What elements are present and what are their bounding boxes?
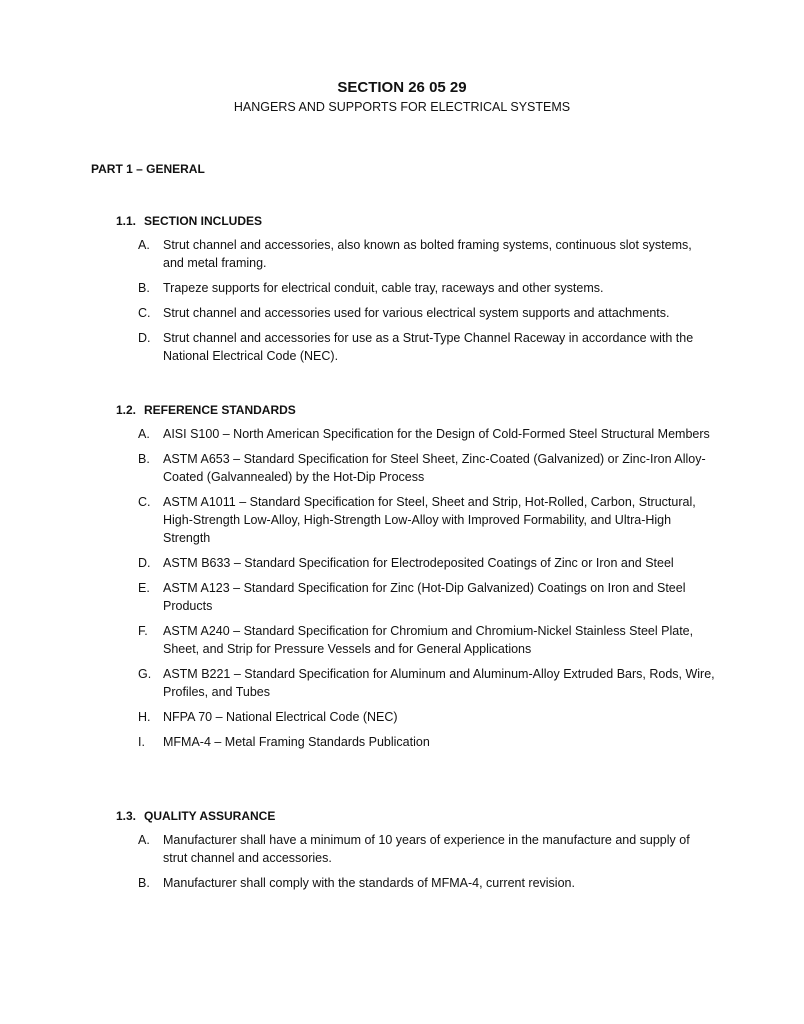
item-letter: C. [138,495,151,509]
item-letter: B. [138,876,150,890]
list-item [116,708,716,726]
list-item [116,304,716,322]
item-letter: G. [138,667,152,681]
item-letter: D. [138,556,151,570]
item-text: ASTM B221 – Standard Specification for Aluminum and Aluminum-Alloy Extruded Bars, Rods, Wire, Profiles, and Tubes [163,667,715,699]
item-letter: B. [138,452,150,466]
section-item-list [116,831,716,892]
list-item [116,493,716,547]
list-item [116,425,716,443]
item-letter: A. [138,427,150,441]
item-letter: C. [138,306,151,320]
item-letter: E. [138,581,150,595]
item-text: Strut channel and accessories used for various electrical system supports and attachments. [163,306,670,320]
list-item [116,236,716,272]
section-heading [116,212,716,230]
section-number: 1.2. [116,403,137,417]
item-letter: A. [138,833,150,847]
list-item [116,622,716,658]
section-subtitle: HANGERS AND SUPPORTS FOR ELECTRICAL SYSTEMS [233,100,571,114]
item-text: MFMA-4 – Metal Framing Standards Publication [163,735,430,749]
list-item [116,329,716,365]
item-letter: B. [138,281,150,295]
item-text: ASTM B633 – Standard Specification for Electrodeposited Coatings of Zinc or Iron and Steel [163,556,674,570]
item-letter: F. [138,624,148,638]
list-item [116,279,716,297]
item-text: ASTM A1011 – Standard Specification for Steel, Sheet and Strip, Hot-Rolled, Carbon, Structural, High-Strength Low-Alloy, High-Strength Low-Alloy with Improved Formability, and Ultra-High Strength [163,495,696,545]
list-item [116,579,716,615]
part-heading: PART 1 – GENERAL [91,162,205,176]
section-number: 1.1. [116,214,137,228]
item-text: Strut channel and accessories for use as a Strut-Type Channel Raceway in accordance with the National Electrical Code (NEC). [163,331,694,363]
list-item [116,554,716,572]
item-text: Manufacturer shall comply with the standards of MFMA-4, current revision. [163,876,575,890]
section-heading-text: QUALITY ASSURANCE [144,809,276,823]
item-letter: I. [138,735,145,749]
item-text: Manufacturer shall have a minimum of 10 years of experience in the manufacture and supply of strut channel and accessories. [163,833,690,865]
item-text: Trapeze supports for electrical conduit, cable tray, raceways and other systems. [163,281,604,295]
item-letter: A. [138,238,150,252]
item-text: ASTM A653 – Standard Specification for Steel Sheet, Zinc-Coated (Galvanized) or Zinc-Iron Alloy-Coated (Galvannealed) by the Hot-Dip Process [163,452,706,484]
item-text: NFPA 70 – National Electrical Code (NEC) [163,710,398,724]
item-text: Strut channel and accessories, also known as bolted framing systems, continuous slot systems, and metal framing. [163,238,692,270]
section-heading-text: SECTION INCLUDES [144,214,263,228]
list-item [116,450,716,486]
list-item [116,874,716,892]
list-item [116,831,716,867]
section-heading [116,401,716,419]
item-text: ASTM A240 – Standard Specification for Chromium and Chromium-Nickel Stainless Steel Plate, Sheet, and Strip for Pressure Vessels and for General Applications [163,624,694,656]
section-includes [116,212,716,372]
item-letter: D. [138,331,151,345]
reference-standards [116,401,716,758]
list-item [116,733,716,751]
list-item [116,665,716,701]
section-heading [116,807,716,825]
item-text: ASTM A123 – Standard Specification for Zinc (Hot-Dip Galvanized) Coatings on Iron and Steel Products [163,581,686,613]
quality-assurance [116,807,716,899]
section-number: 1.3. [116,809,137,823]
section-heading-text: REFERENCE STANDARDS [144,403,296,417]
item-letter: H. [138,710,151,724]
section-item-list [116,425,716,751]
section-title: SECTION 26 05 29 [337,79,467,96]
item-text: AISI S100 – North American Specification for the Design of Cold-Formed Steel Structural Members [163,427,710,441]
section-item-list [116,236,716,365]
